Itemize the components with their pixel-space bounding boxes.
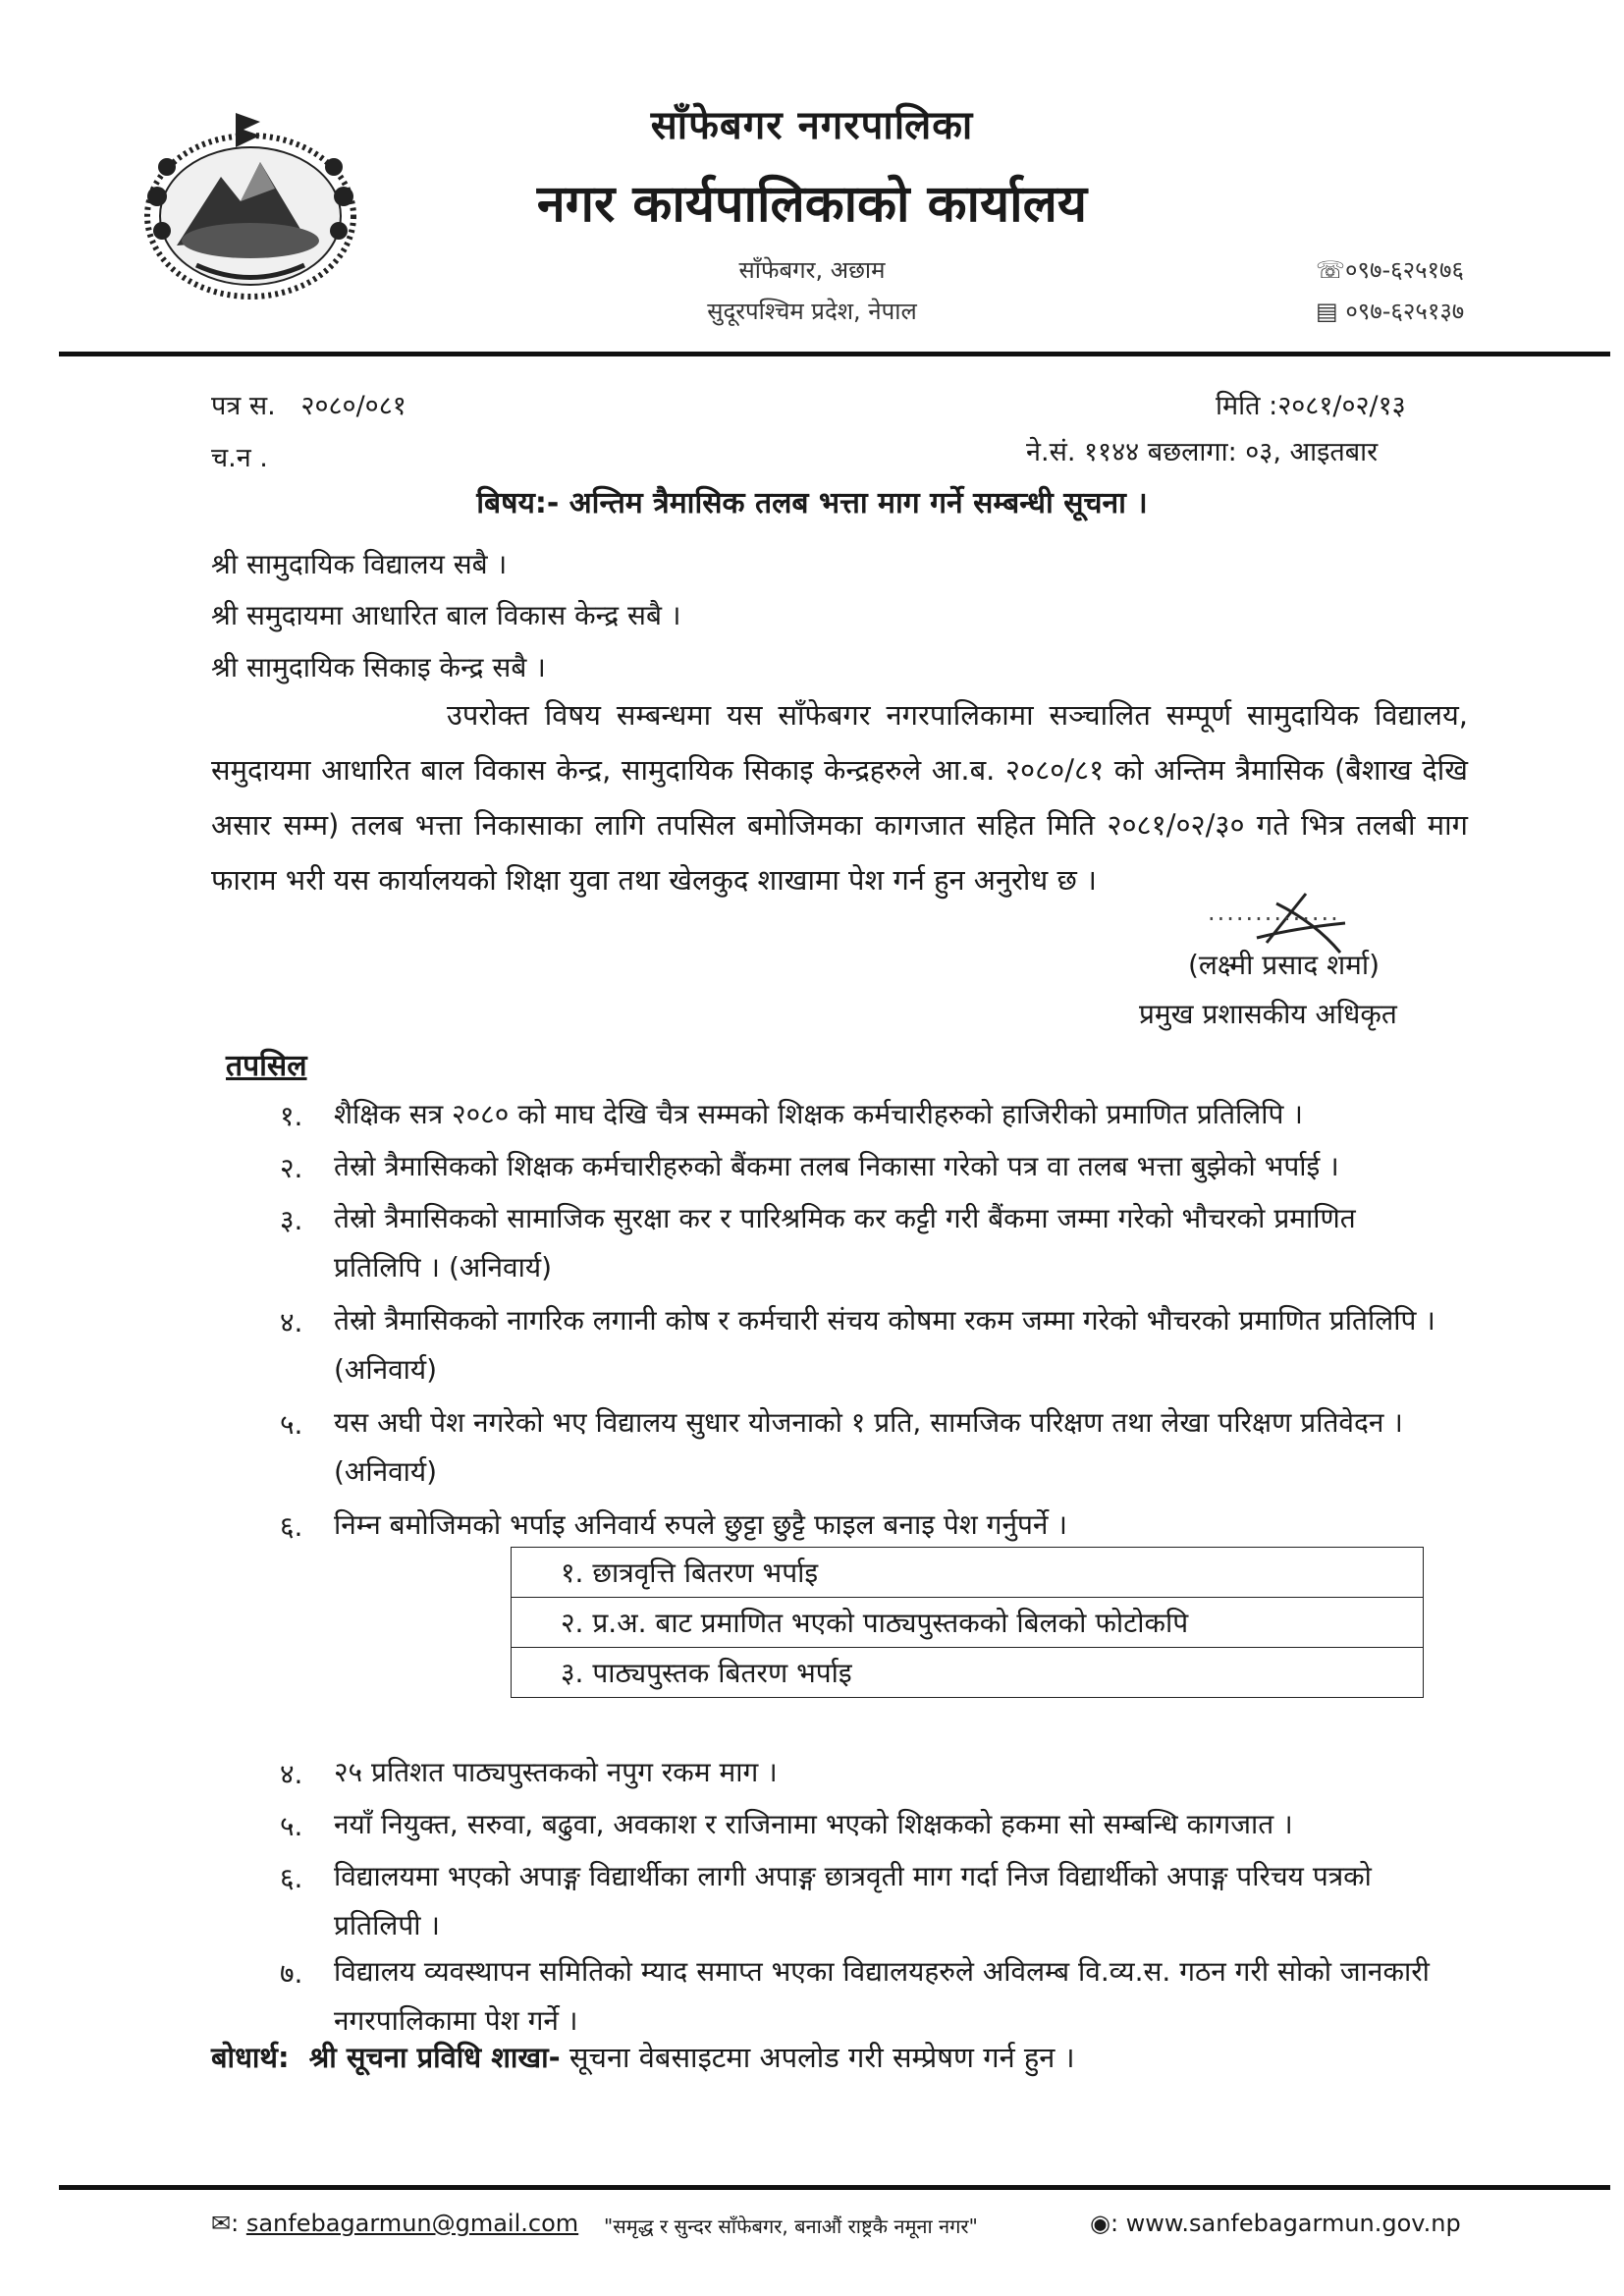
tapasil-item: तेस्रो त्रैमासिकको सामाजिक सुरक्षा कर र पारिश्रमिक कर कट्टी गरी बैंकमा जम्मा गरेको भौचरको प्रमाणित प्रतिलिपि । (अनिवार्य) bbox=[334, 1202, 1356, 1284]
receipt-table bbox=[511, 1547, 1424, 1698]
table-row bbox=[512, 1548, 1424, 1598]
table-cell: १. छात्रवृत्ति बितरण भर्पाइ bbox=[512, 1548, 1424, 1598]
item-number: ६. bbox=[280, 1510, 303, 1543]
table-cell: ३. पाठ्यपुस्तक बितरण भर्पाइ bbox=[512, 1648, 1424, 1698]
municipality-name: साँफेबगर नगरपालिका bbox=[650, 103, 974, 148]
body-paragraph: उपरोक्त विषय सम्बन्धमा यस साँफेबगर नगरपालिकामा सञ्चालित सम्पूर्ण सामुदायिक विद्यालय, समुदायमा आधारित बाल विकास केन्द्र, सामुदायिक सिकाइ केन्द्रहरुले आ.ब. २०८०/८१ को अन्तिम त्रैमासिक (बैशाख देखि असार सम्म) तलब भत्ता निकासाका लागि तपसिल बमोजिमका कागजात सहित मिति २०८१/०२/३० गते भित्र तलबी माग फाराम भरी यस कार्यालयको शिक्षा युवा तथा खेलकुद शाखामा पेश गर्न हुन अनुरोध छ । bbox=[211, 698, 1468, 897]
email-link[interactable]: sanfebagarmun@gmail.com bbox=[245, 2210, 579, 2237]
item-number: ४. bbox=[280, 1758, 303, 1790]
nepal-sambat-date: ने.सं. ११४४ बछलागा: ०३, आइतबार bbox=[1026, 437, 1379, 467]
tapasil-item: शैक्षिक सत्र २०८० को माघ देखि चैत्र सम्मको शिक्षक कर्मचारीहरुको हाजिरीको प्रमाणित प्रतिलिपि । bbox=[334, 1098, 1303, 1130]
item-number: ३. bbox=[280, 1204, 303, 1236]
item-number: २. bbox=[280, 1152, 303, 1184]
item-number: ५. bbox=[280, 1408, 303, 1441]
website-link[interactable]: www.sanfebagarmun.gov.np bbox=[1125, 2210, 1461, 2237]
phone-number: ☏०९७-६२५१७६ bbox=[1316, 256, 1464, 284]
patra-number: पत्र स. २०८०/०८१ bbox=[211, 391, 406, 421]
subject-line: बिषय:- अन्तिम त्रैमासिक तलब भत्ता माग गर्ने सम्बन्धी सूचना । bbox=[476, 486, 1148, 520]
footer-slogan: "समृद्ध र सुन्दर साँफेबगर, बनाऔं राष्ट्रकै नमूना नगर" bbox=[604, 2214, 978, 2238]
item-number: १. bbox=[280, 1100, 303, 1132]
cc-line: बोधार्थ: श्री सूचना प्रविधि शाखा- सूचना वेबसाइटमा अपलोड गरी सम्प्रेषण गर्न हुन । bbox=[211, 2041, 1075, 2074]
signatory-title: प्रमुख प्रशासकीय अधिकृत bbox=[1139, 998, 1397, 1030]
tapasil-heading: तपसिल bbox=[226, 1049, 307, 1083]
address-line-2: सुदूरपश्चिम प्रदेश, नेपाल bbox=[707, 298, 917, 325]
item-number: ५. bbox=[280, 1810, 303, 1842]
item-number: ७. bbox=[280, 1957, 303, 1990]
tapasil-item: तेस्रो त्रैमासिकको नागरिक लगानी कोष र कर्मचारी संचय कोषमा रकम जम्मा गरेको भौचरको प्रमाणित प्रतिलिपि । (अनिवार्य) bbox=[334, 1304, 1435, 1386]
recipient-3: श्री सामुदायिक सिकाइ केन्द्र सबै । bbox=[211, 651, 546, 683]
tapasil-item: विद्यालयमा भएको अपाङ्ग विद्यार्थीका लागी अपाङ्ग छात्रवृती माग गर्दा निज विद्यार्थीको अपाङ्ग परिचय पत्रको प्रतिलिपी । bbox=[334, 1860, 1372, 1941]
office-name: नगर कार्यपालिकाको कार्यालय bbox=[536, 175, 1088, 234]
globe-icon: ◉: bbox=[1090, 2210, 1119, 2237]
phone-icon: ☏ bbox=[1316, 256, 1346, 284]
footer-website bbox=[1090, 2210, 1461, 2237]
item-number: ६. bbox=[280, 1862, 303, 1894]
letter-date: मिति :२०८१/०२/१३ bbox=[1216, 391, 1406, 421]
signatory-name: (लक्ष्मी प्रसाद शर्मा) bbox=[1188, 949, 1380, 981]
tapasil-item: यस अघी पेश नगरेको भए विद्यालय सुधार योजनाको १ प्रति, सामजिक परिक्षण तथा लेखा परिक्षण प्रतिवेदन । (अनिवार्य) bbox=[334, 1406, 1403, 1488]
mail-icon: ✉: bbox=[211, 2210, 240, 2237]
recipient-2: श्री समुदायमा आधारित बाल विकास केन्द्र सबै । bbox=[211, 599, 681, 631]
fax-icon: ▤ bbox=[1316, 298, 1346, 325]
fax-number: ▤ ०९७-६२५१३७ bbox=[1316, 298, 1465, 325]
tapasil-item: विद्यालय व्यवस्थापन समितिको म्याद समाप्त भएका विद्यालयहरुले अविलम्ब वि.व्य.स. गठन गरी सोको जानकारी नगरपालिकामा पेश गर्ने । bbox=[334, 1955, 1430, 2037]
address-line-1: साँफेबगर, अछाम bbox=[738, 256, 886, 284]
chalani-number: च.न . bbox=[211, 443, 268, 473]
table-cell: २. प्र.अ. बाट प्रमाणित भएको पाठ्यपुस्तकको बिलको फोटोकपि bbox=[512, 1598, 1424, 1648]
item-number: ४. bbox=[280, 1306, 303, 1339]
tapasil-item: तेस्रो त्रैमासिकको शिक्षक कर्मचारीहरुको बैंकमा तलब निकासा गरेको पत्र वा तलब भत्ता बुझेको भर्पाई । bbox=[334, 1150, 1339, 1182]
header-divider bbox=[59, 352, 1610, 356]
tapasil-item: निम्न बमोजिमको भर्पाइ अनिवार्य रुपले छुट्टा छुट्टै फाइल बनाइ पेश गर्नुपर्ने । bbox=[334, 1508, 1067, 1541]
footer-email bbox=[211, 2210, 578, 2237]
table-row bbox=[512, 1598, 1424, 1648]
recipient-1: श्री सामुदायिक विद्यालय सबै । bbox=[211, 548, 508, 580]
table-row bbox=[512, 1648, 1424, 1698]
tapasil-item: २५ प्रतिशत पाठ्यपुस्तकको नपुग रकम माग । bbox=[334, 1756, 778, 1788]
signature-line: .............. bbox=[1208, 899, 1340, 926]
footer-divider bbox=[59, 2185, 1610, 2190]
tapasil-item: नयाँ नियुक्त, सरुवा, बढुवा, अवकाश र राजिनामा भएको शिक्षकको हकमा सो सम्बन्धि कागजात । bbox=[334, 1808, 1293, 1840]
